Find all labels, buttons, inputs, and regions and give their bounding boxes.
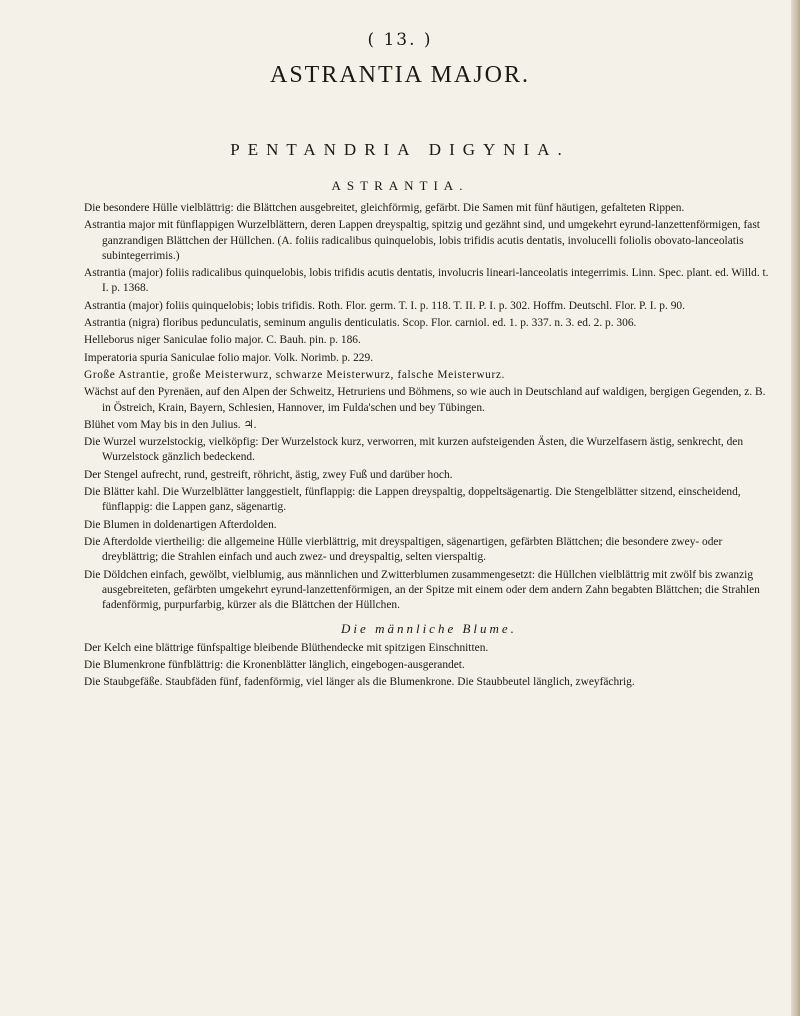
paragraph-calyx: Der Kelch eine blättrige fünfspaltige bleibende Blüthendecke mit spitzigen Einschnitten.: [84, 641, 489, 654]
paragraph-synonym-bauh: Helleborus niger Saniculae folio major. C. Bauh. pin. p. 186.: [84, 334, 361, 347]
paragraph-corolla: Die Blumenkrone fünfblättrig: die Kronenblätter länglich, eingebogen-ausgerandet.: [84, 659, 465, 672]
paragraph-synonym-volk: Imperatoria spuria Saniculae folio major. Volk. Norimb. p. 229.: [84, 351, 374, 364]
paragraph-leaves: Die Blätter kahl. Die Wurzelblätter langgestielt, fünflappig: die Lappen dreyspaltig, doppeltsägenartig. Die Stengelblätter sitzend, einscheidend, fünflappig: die Lappen ganz, sägenartig.: [84, 486, 741, 514]
paragraph-genus-description: Die besondere Hülle vielblättrig: die Blättchen ausgebreitet, gleichförmig, gefärbt. Die Samen mit fünf häutigen, gefalteten Rippen.: [84, 202, 685, 214]
paragraph-stamens: Die Staubgefäße. Staubfäden fünf, fadenförmig, viel länger als die Blumenkrone. Die Staubbeutel länglich, zweyfächrig.: [84, 676, 635, 689]
paragraph-umbel: Die Afterdolde viertheilig: die allgemeine Hülle vierblättrig, mit dreyspaltigen, sägenartigen, gefärbten Blättchen; die besondere zwey- oder dreyblättrig; die Strahlen einfach und auch zwez- und dreyspaltig, selten vierspaltig.: [84, 535, 723, 564]
paragraph-flowering: Blühet vom May bis in den Julius. ♃.: [84, 418, 257, 431]
class-heading: PENTANDRIA DIGYNIA.: [230, 140, 570, 159]
paragraph-synonym-scop: Astrantia (nigra) floribus pedunculatis, seminum angulis denticulatis. Scop. Flor. carniol. ed. 1. p. 337. n. 3. ed. 2. p. 306.: [84, 317, 637, 330]
page-number: ( 13. ): [367, 30, 433, 50]
paragraph-synonym-roth: Astrantia (major) foliis quinquelobis; lobis trifidis. Roth. Flor. germ. T. I. p. 118. T. II. P. I. p. 302. Hoffm. Deutschl. Flor. P. I. p. 90.: [84, 299, 685, 312]
paragraph-synonym-linn: Astrantia (major) foliis radicalibus quinquelobis, lobis trifidis acutis dentatis, involucris lineari-lanceolatis integerrimis. Linn. Spec. plant. ed. Willd. t. I. p. 1368.: [84, 267, 769, 295]
paragraph-flowers: Die Blumen in doldenartigen Afterdolden.: [84, 518, 277, 531]
page-title: ASTRANTIA MAJOR.: [269, 62, 531, 88]
section-heading-male-flower: Die männliche Blume.: [341, 621, 517, 637]
paragraph-root: Die Wurzel wurzelstockig, vielköpfig: Der Wurzelstock kurz, verworren, mit kurzen aufsteigenden Ästen, die Wurzelfasern ästig, senkrecht, den Wurzelstock gänzlich bedeckend.: [84, 436, 744, 464]
paragraph-common-names: Große Astrantie, große Meisterwurz, schwarze Meisterwurz, falsche Meisterwurz.: [84, 368, 505, 381]
paragraph-habitat: Wächst auf den Pyrenäen, auf den Alpen der Schweitz, Hetruriens und Böhmens, so wie auch in Deutschland auf waldigen, bergigen Gegenden, z. B. in Östreich, Krain, Bayern, Schlesien, Hannover, im Fulda'schen und bey Tübingen.: [84, 386, 766, 414]
body-text: [84, 201, 774, 691]
paragraph-umbellets: Die Döldchen einfach, gewölbt, vielblumig, aus männlichen und Zwitterblumen zusammengesetzt: die Hüllchen vielblättrig mit zwölf bis zwanzig ausgebreiteten, gefärbten umgekehrt eyrund-lanzettenförmigen, an der Spitze mit einem oder dem andern Zahn begabten Blättchen; die Strahlen fadenförmig, purpurfarbig, kürzer als die Blättchen der Hüllchen.: [84, 568, 760, 612]
paragraph-stem: Der Stengel aufrecht, rund, gestreift, röhricht, ästig, zwey Fuß und darüber hoch.: [84, 468, 453, 481]
genus-heading: ASTRANTIA.: [331, 178, 469, 193]
paragraph-species-description: Astrantia major mit fünflappigen Wurzelblättern, deren Lappen dreyspaltig, spitzig und gezähnt sind, und umgekehrt eyrund-lanzettenförmigen, fast ganzrandigen Blättchen der Hüllchen. (A. foliis radicalibus quinquelobis, lobis trifidis acutis dentatis, involucelli foliolis obovato-lanceolatis subintegerrimis.): [84, 219, 760, 262]
